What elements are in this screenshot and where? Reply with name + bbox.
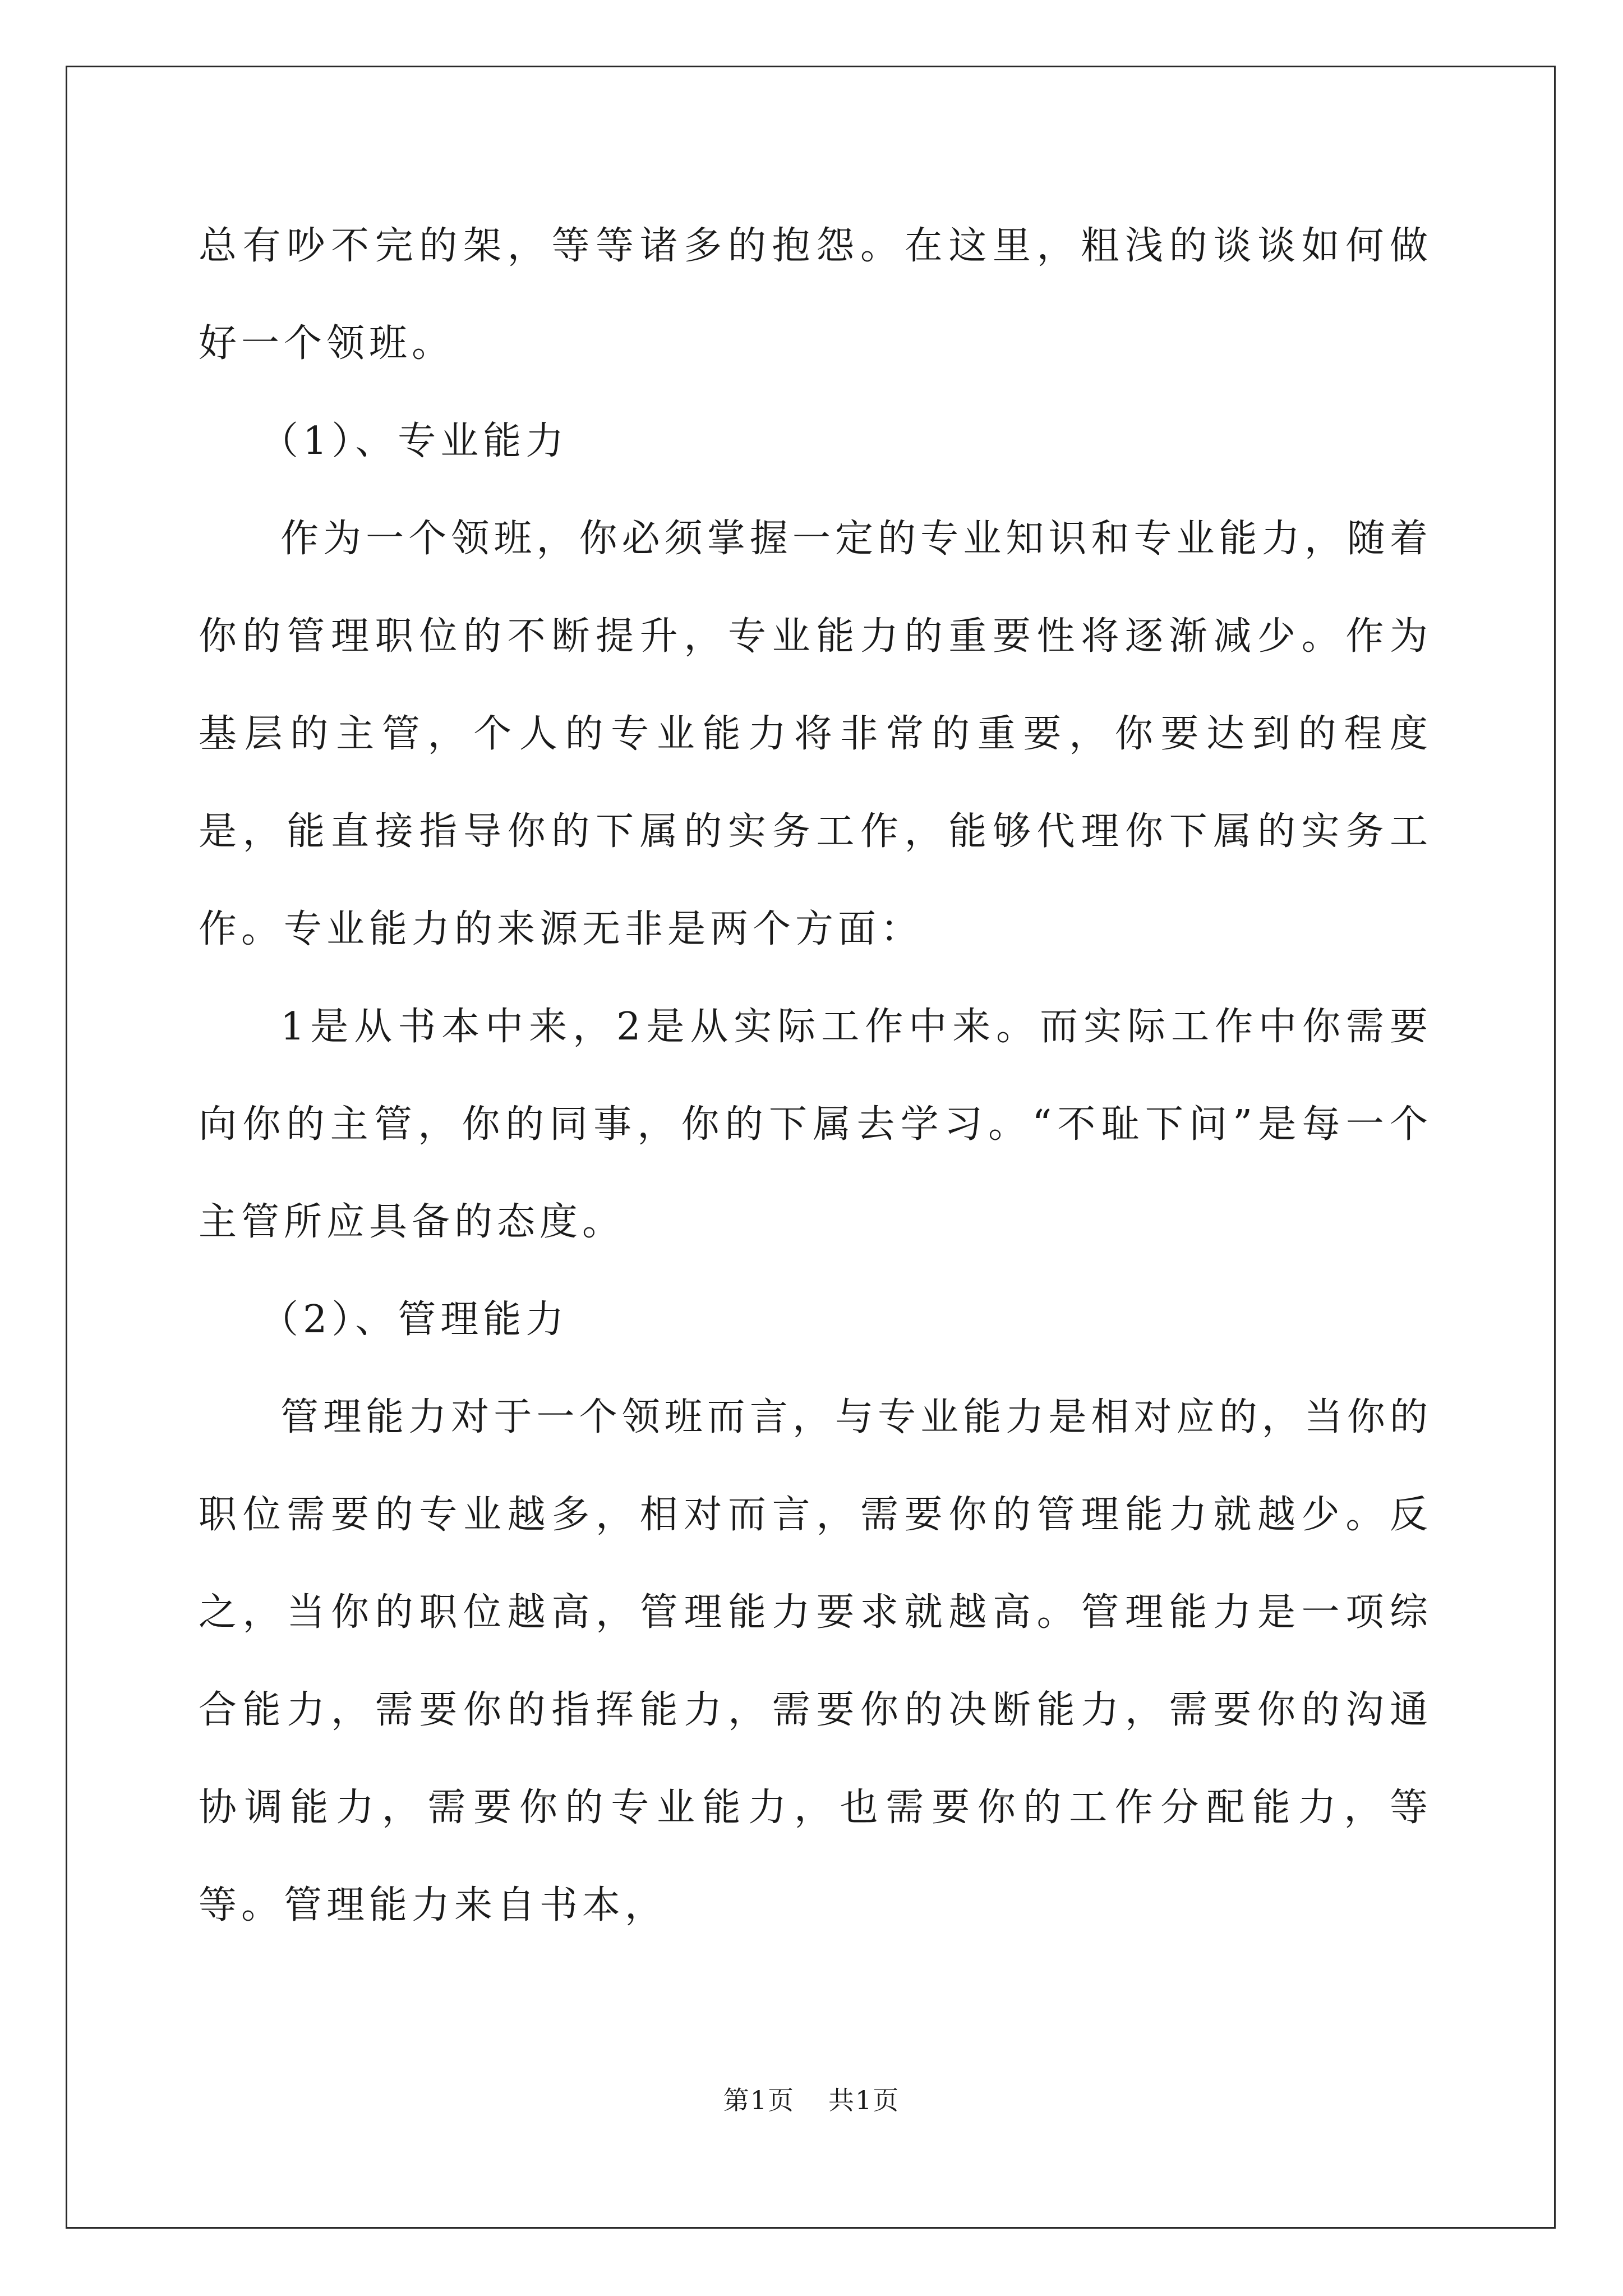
section-heading-management-ability: （2）、管理能力 <box>260 1297 569 1342</box>
paragraph-intro-continuation: 总有吵不完的架，等等诸多的抱怨。在这里，粗浅的谈谈如何做好一个领班。 <box>199 224 1432 366</box>
page-number-total: 共1页 <box>828 2085 900 2115</box>
page-number-current: 第1页 <box>723 2085 795 2115</box>
paragraph-management-ability: 管理能力对于一个领班而言，与专业能力是相对应的，当你的职位需要的专业越多，相对而言，需要你的管理能力就越少。反之，当你的职位越高，管理能力要求就越高。管理能力是一项综合能力，需要你的指挥能力，需要你的决断能力，需要你的沟通协调能力，需要你的专业能力，也需要你的工作分配能力，等等。管理能力来自书本， <box>199 1395 1432 1927</box>
document-body <box>199 197 1432 1954</box>
paragraph-learning-sources: 1是从书本中来，2是从实际工作中来。而实际工作中你需要向你的主管，你的同事，你的下属去学习。“不耻下问”是每一个主管所应具备的态度。 <box>199 1005 1432 1244</box>
section-heading-professional-ability: （1）、专业能力 <box>260 419 569 463</box>
paragraph-professional-ability: 作为一个领班，你必须掌握一定的专业知识和专业能力，随着你的管理职位的不断提升，专业能力的重要性将逐渐减少。作为基层的主管，个人的专业能力将非常的重要，你要达到的程度是，能直接指导你的下属的实务工作，能够代理你下属的实务工作。专业能力的来源无非是两个方面： <box>199 517 1432 951</box>
page-footer <box>0 2080 1623 2117</box>
